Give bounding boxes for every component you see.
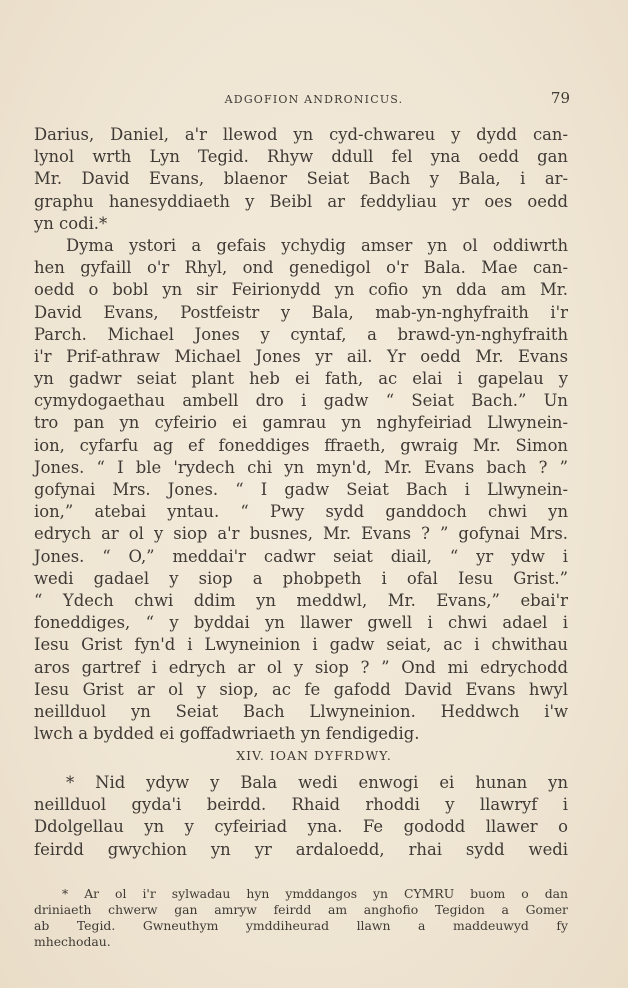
text-line: neillduol gyda'i beirdd. Rhaid rhoddi y llawryf i: [34, 795, 568, 815]
footnote-line: driniaeth chwerw gan amryw feirdd am anghofio Tegidon a Gomer: [34, 902, 568, 917]
text-line: Darius, Daniel, a'r llewod yn cyd-chwareu y dydd can-: [34, 125, 568, 144]
text-line: wedi gadael y siop a phobpeth i ofal Iesu Grist.”: [34, 568, 568, 588]
text-line: hen gyfaill o'r Rhyl, ond genedigol o'r Bala. Mae can-: [34, 258, 568, 278]
main-text: [34, 124, 568, 745]
text-line: lynol wrth Lyn Tegid. Rhyw ddull fel yna oedd gan: [34, 147, 568, 167]
page-header: [0, 89, 628, 111]
text-line: Iesu Grist fyn'd i Lwyneinion i gadw seiat, ac i chwithau: [34, 635, 568, 655]
text-line: lwch a bydded ei goffadwriaeth yn fendigedig.: [34, 724, 420, 744]
text-line: Parch. Michael Jones y cyntaf, a brawd-yn-nghyfraith: [34, 324, 568, 344]
text-line: edrych ar ol y siop a'r busnes, Mr. Evans ? ” gofynai Mrs.: [34, 524, 568, 544]
text-line: yn gadwr seiat plant heb ei fath, ac elai i gapelau y: [34, 369, 568, 389]
text-line: ion,” atebai yntau. “ Pwy sydd ganddoch chwi yn: [34, 502, 568, 522]
text-line: gofynai Mrs. Jones. “ I gadw Seiat Bach i Llwynein-: [34, 480, 568, 499]
text-line: Dyma ystori a gefais ychydig amser yn ol oddiwrth: [66, 235, 568, 255]
text-line: Iesu Grist ar ol y siop, ac fe gafodd David Evans hwyl: [34, 679, 568, 699]
text-line: Jones. “ I ble 'rydech chi yn myn'd, Mr. Evans bach ? ”: [34, 457, 568, 477]
footnote: [34, 886, 568, 950]
section-heading: XIV. IOAN DYFRDWY.: [236, 748, 392, 763]
text-line: Mr. David Evans, blaenor Seiat Bach y Bala, i ar-: [34, 169, 568, 189]
text-line: Ddolgellau yn y cyfeiriad yna. Fe gododd llawer o: [34, 817, 568, 837]
running-head: ADGOFION ANDRONICUS.: [224, 93, 404, 106]
text-line: i'r Prif-athraw Michael Jones yr ail. Yr oedd Mr. Evans: [34, 346, 568, 366]
text-line: * Nid ydyw y Bala wedi enwogi ei hunan yn: [66, 773, 568, 792]
footnote-line: ab Tegid. Gwneuthym ymddiheurad llawn a maddeuwyd fy: [34, 918, 568, 933]
text-line: neillduol yn Seiat Bach Llwyneinion. Heddwch i'w: [34, 701, 568, 721]
text-line: graphu hanesyddiaeth y Beibl ar feddyliau yr oes oedd: [34, 191, 568, 211]
footnote-line: * Ar ol i'r sylwadau hyn ymddangos yn CYMRU buom o dan: [62, 886, 568, 901]
text-line: oedd o bobl yn sir Feirionydd yn cofio yn dda am Mr.: [34, 280, 568, 300]
text-line: cymydogaethau ambell dro i gadw “ Seiat Bach.” Un: [34, 391, 568, 411]
text-line: aros gartref i edrych ar ol y siop ? ” Ond mi edrychodd: [34, 657, 568, 677]
text-line: Jones. “ O,” meddai'r cadwr seiat diail, “ yr ydw i: [34, 546, 568, 566]
footnote-line: mhechodau.: [34, 934, 111, 949]
text-line: foneddiges, “ y byddai yn llawer gwell i chwi adael i: [34, 613, 568, 633]
text-line: David Evans, Postfeistr y Bala, mab-yn-nghyfraith i'r: [34, 302, 568, 322]
section-text: [34, 772, 568, 861]
text-line: “ Ydech chwi ddim yn meddwl, Mr. Evans,” ebai'r: [34, 590, 568, 610]
text-line: yn codi.*: [34, 213, 108, 233]
text-line: feirdd gwychion yn yr ardaloedd, rhai sydd wedi: [34, 839, 568, 859]
text-line: ion, cyfarfu ag ef foneddiges ffraeth, gwraig Mr. Simon: [34, 435, 568, 455]
page-number: 79: [550, 89, 570, 107]
text-line: tro pan yn cyfeirio ei gamrau yn nghyfeiriad Llwynein-: [34, 413, 568, 433]
